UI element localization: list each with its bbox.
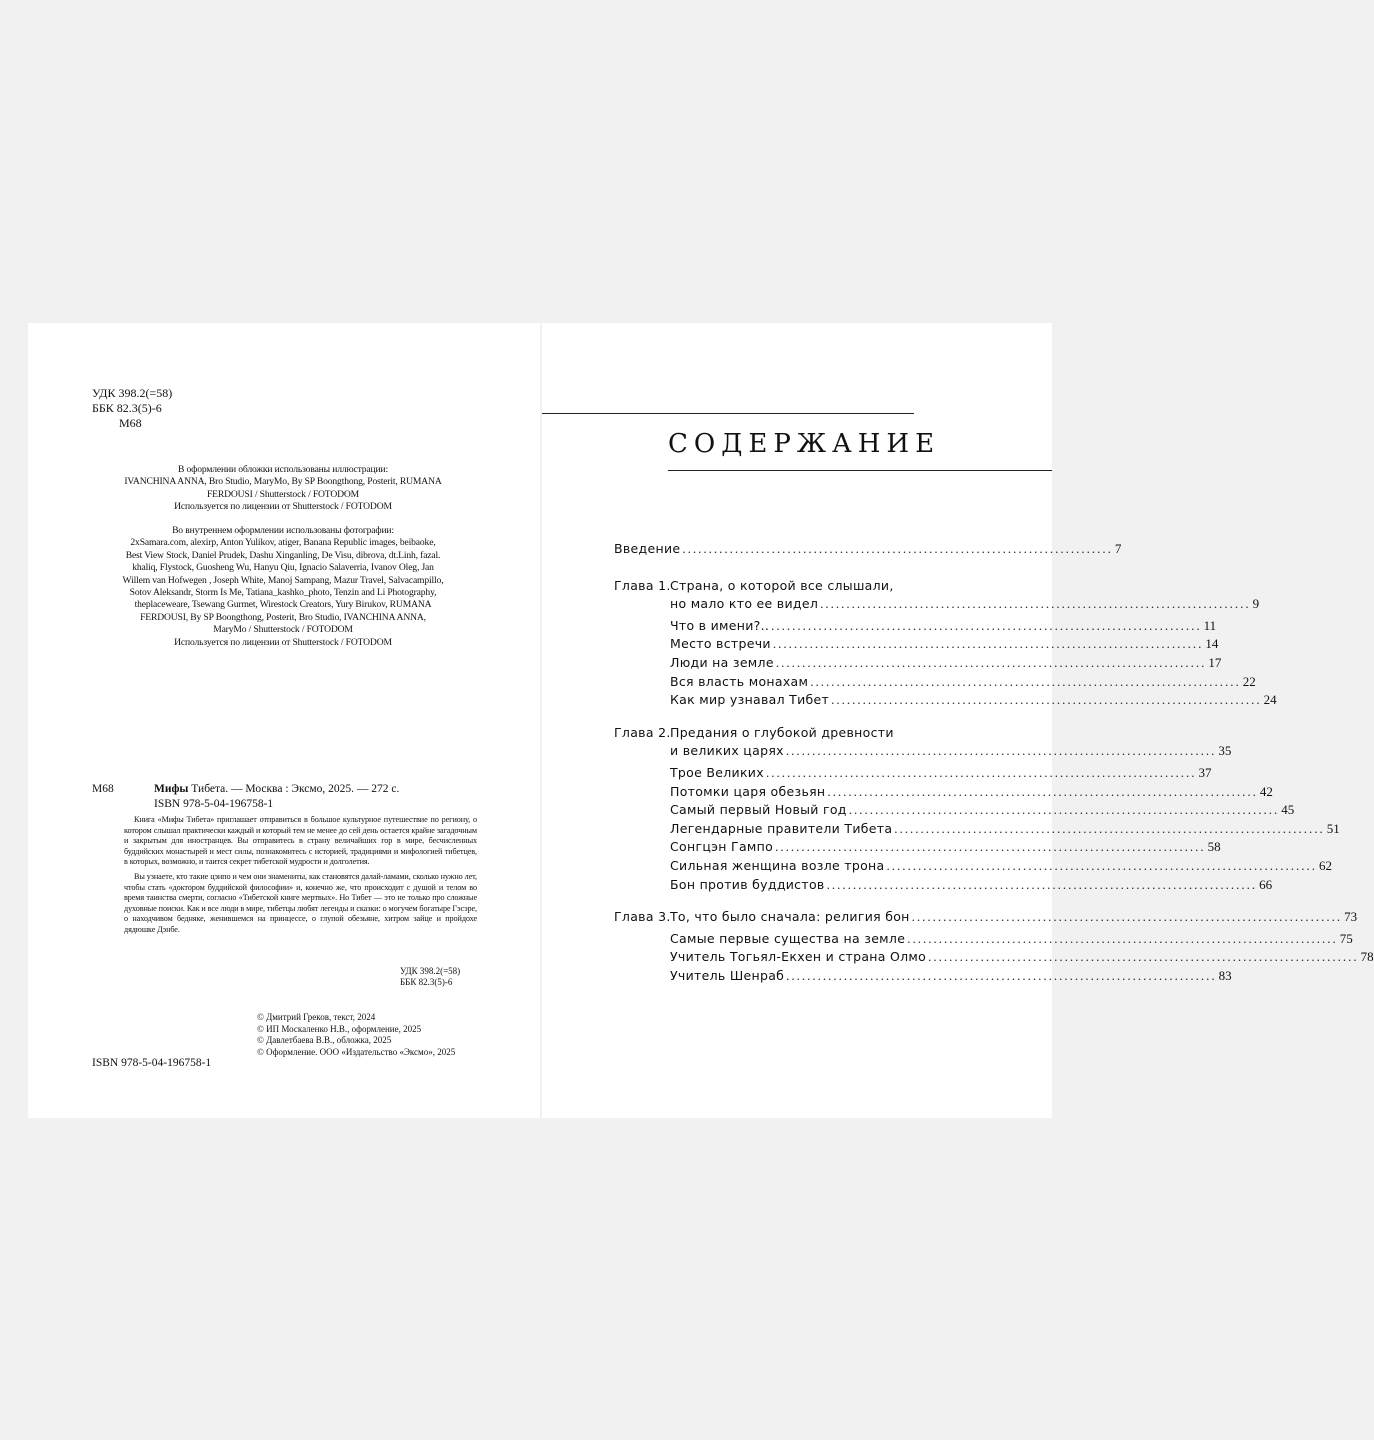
catalog-title [154,783,399,795]
toc-entry-label: Учитель Шенраб [670,967,785,983]
toc-entry-page: 42 [1259,783,1273,799]
credit-line: Используется по лицензии от Shutterstock / FOTODOM [174,636,392,648]
toc-section[interactable] [614,930,1353,949]
dot-leader: .................................................................................. [826,876,1258,892]
udk-code-small: УДК 398.2(=58) [400,966,461,976]
toc-entry-page: 83 [1218,967,1232,983]
dot-leader: .................................................................................. [831,692,1262,708]
cover-credits [78,464,488,514]
annotation-paragraph: Вы узнаете, кто такие цэнпо и чем они знамениты, как становятся далай-ламами, сколько нужно лет, чтобы стать «доктором буддийской философии» и, конечно же, что происходит с душой и телом во время таинства смерти, согласно «Тибетской книге мертвых». Но Тибет — это не только про сложные духовные поиски. Как и все люди в мире, тибетцы любят легенды и сказки: о могучем богатыре Гэсэре, о находчивом бедняке, женившемся на принцессе, о глупой обезьяне, хитром зайце и пройдохе дядюшке Дэнбе. [124,871,477,934]
credit-line: В оформлении обложки использованы иллюстрации: [178,464,388,475]
toc-entry-label: Бон против буддистов [670,876,825,892]
dot-leader: .................................................................................. [911,909,1343,925]
toc-entry-label: Потомки царя обезьян [670,783,826,799]
bbk-code-small: ББК 82.3(5)-6 [400,977,453,987]
credit-line: Best View Stock, Daniel Prudek, Dashu Xinganling, De Visu, dibrova, dt.Linh, fazal. [125,549,441,561]
toc-entry-label: Сильная женщина возле трона [670,857,885,873]
catalog-isbn: ISBN 978-5-04-196758-1 [154,798,274,810]
toc-entry-page: 45 [1281,802,1295,818]
credit-line: IVANCHINA ANNA, Bro Studio, MaryMo, By SP Boongthong, Posterit, RUMANA [124,476,442,488]
toc-section[interactable] [614,857,1332,876]
dot-leader: .................................................................................. [771,617,1202,633]
toc-section[interactable] [614,635,1219,654]
chapter-title-line1: Страна, о которой все слышали, [670,577,894,593]
toc-entry-label: Учитель Тогьял-Екхен и страна Олмо [670,949,927,965]
toc-entry-label: Люди на земле [670,654,774,670]
bbk-code: ББК 82.3(5)-6 [92,401,162,415]
udk-code: УДК 398.2(=58) [92,386,173,400]
toc-entry-label: Трое Великих [670,764,764,780]
toc-entry-page: 51 [1326,820,1340,836]
toc-entry-label: Самый первый Новый год [670,802,847,818]
toc-chapter [614,577,1277,710]
toc-entry-page: 17 [1208,654,1222,670]
dot-leader: .................................................................................. [907,930,1338,946]
toc-entry-page: 75 [1339,930,1353,946]
chapter-title-line2-row[interactable] [614,595,1260,614]
chapter-number: Глава 3. [614,909,671,925]
copyright-line: © Оформление. ООО «Издательство «Эксмо», 2025 [257,1046,456,1057]
dot-leader: .................................................................................. [928,949,1359,965]
toc-entry-page: 37 [1198,764,1212,780]
copyright-page [28,323,540,1118]
toc-entry-page: 11 [1203,617,1217,633]
chapter-number: Глава 2. [614,724,671,740]
annotation-paragraph: Книга «Мифы Тибета» приглашает отправиться в большое культурное путешествие по региону, о котором слышал практически каждый и который тем не менее до сей день остается крайне загадочным и закрытым для иностранцев. Вы отправитесь в страну величайших гор в мире, бесчисленных буддийских монастырей и мест силы, познакомитесь с историей, традициями и мифологией тибетцев, в которых, возможно, и таится секрет тибетской мудрости и долголетия. [124,815,477,867]
chapter-title-line1: Предания о глубокой древности [670,724,894,740]
toc-entry-page: 22 [1242,673,1256,689]
toc-entry-intro[interactable] [614,540,1122,559]
copyright-line: © Давлетбаева В.В., обложка, 2025 [257,1035,392,1046]
credit-line: Willem van Hofwegen , Joseph White, Manoj Sampang, Mazur Travel, Salvacampillo, [122,574,444,586]
top-rule [542,413,914,414]
chapter-title-line2-row[interactable] [614,742,1232,761]
toc-entry-page: 9 [1252,596,1260,612]
toc-section[interactable] [614,654,1222,673]
toc-entry-label: Легендарные правители Тибета [670,820,893,836]
catalog-title-rest: Тибета. — Москва : Эксмо, 2025. — 272 с. [188,783,400,795]
dot-leader: .................................................................................. [894,820,1325,836]
toc-entry-page: 78 [1360,949,1374,965]
credit-line: Используется по лицензии от Shutterstock / FOTODOM [174,501,392,513]
toc-entry-label: Введение [614,541,681,556]
chapter-title-line1: То, что было сначала: религия бон [670,909,910,925]
chapter-title-line2: и великих царях [670,743,784,759]
toc-section[interactable] [614,967,1232,986]
dot-leader: .................................................................................. [775,654,1207,670]
credit-line: Во внутреннем оформлении использованы фотографии: [172,525,394,536]
toc-entry-page: 7 [1114,541,1122,556]
interior-credits [78,525,488,649]
credit-line: FERDOUSI / Shutterstock / FOTODOM [206,488,360,500]
dot-leader: .................................................................................. [775,839,1206,855]
dot-leader: .................................................................................. [786,967,1217,983]
copyright-block [257,1012,455,1058]
copyright-line: © Дмитрий Греков, текст, 2024 [257,1012,376,1022]
toc-section[interactable] [614,783,1273,802]
toc-entry-label: Самые первые существа на земле [670,930,906,946]
toc-entry-label: Что в имени?.. [670,617,770,633]
table-of-contents [614,540,1374,985]
credit-line: theplaceweare, Tsewang Gurmet, Wirestock Creators, Yury Birukov, RUMANA [134,599,432,611]
copyright-line: © ИП Москаленко Н.В., оформление, 2025 [257,1023,422,1034]
dot-leader: .................................................................................. [765,764,1197,780]
chapter-heading[interactable] [614,908,1358,927]
dot-leader: .................................................................................. [810,673,1241,689]
toc-entry-page: 73 [1344,909,1358,925]
dot-leader: .................................................................................. [848,802,1280,818]
toc-entry-page: 14 [1205,636,1219,652]
credit-line: 2xSamara.com, alexirp, Anton Yulikov, atiger, Banana Republic images, beibaoke, [130,537,436,549]
chapter-heading[interactable] [614,577,966,596]
dot-leader: .................................................................................. [820,596,1251,612]
dot-leader: .................................................................................. [772,636,1204,652]
credit-line: Sotov Aleksandr, Storm Is Me, Tatiana_kashko_photo, Tenzin and Li Photography, [129,587,437,599]
credit-line: FERDOUSI, By SP Boongthong, Posterit, Bro Studio, IVANCHINA ANNA, [140,611,426,623]
dot-leader: .................................................................................. [827,783,1258,799]
contents-page [542,323,1374,1118]
annotation [124,815,477,936]
toc-chapter [614,724,1340,894]
toc-entry-label: Сонгцэн Гампо [670,839,774,855]
catalog-title-bold: Мифы [154,783,189,795]
classification-block-small [400,966,460,988]
toc-section[interactable] [614,617,1217,636]
chapter-number: Глава 1. [614,577,671,593]
classification-block [92,386,172,431]
dot-leader: .................................................................................. [785,743,1217,759]
toc-chapter [614,908,1374,985]
toc-entry-page: 62 [1318,857,1332,873]
credit-line: khaliq, Flystock, Guosheng Wu, Hanyu Qiu, Ignacio Salaverria, Ivanov Oleg, Jan [132,562,434,574]
toc-entry-label: Вся власть монахам [670,673,809,689]
contents-title: СОДЕРЖАНИЕ [668,429,941,459]
toc-entry-page: 35 [1218,743,1232,759]
toc-section[interactable] [614,691,1277,710]
credit-line: MaryMo / Shutterstock / FOTODOM [213,624,353,636]
toc-entry-page: 66 [1259,876,1273,892]
dot-leader: .................................................................................. [682,541,1113,556]
author-sign: М68 [119,416,142,430]
toc-entry-page: 24 [1263,692,1277,708]
toc-section[interactable] [614,673,1256,692]
toc-section[interactable] [614,820,1340,839]
catalog-code: М68 [92,783,114,795]
toc-section[interactable] [614,876,1273,895]
toc-entry-label: Место встречи [670,636,771,652]
toc-section[interactable] [614,764,1212,783]
bottom-rule [668,470,1052,471]
toc-entry-page: 58 [1207,839,1221,855]
toc-section[interactable] [614,801,1295,820]
chapter-heading[interactable] [614,724,966,743]
dot-leader: .................................................................................. [886,857,1317,873]
isbn: ISBN 978-5-04-196758-1 [92,1057,212,1069]
toc-entry-label: Как мир узнавал Тибет [670,692,830,708]
chapter-title-line2: но мало кто ее видел [670,596,819,612]
toc-section[interactable] [614,838,1221,857]
toc-section[interactable] [614,948,1374,967]
